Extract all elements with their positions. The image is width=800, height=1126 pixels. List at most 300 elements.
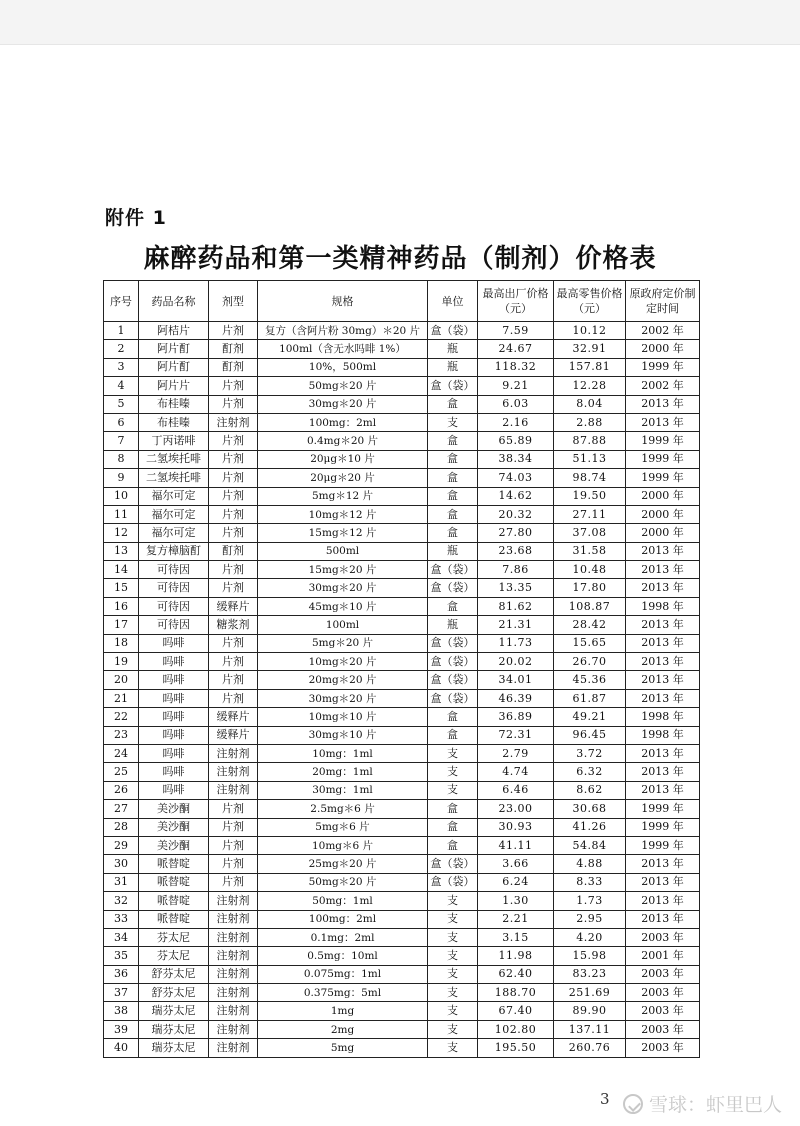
cell-dosage-form: 片剂: [209, 450, 258, 468]
cell-drug-name: 瑞芬太尼: [139, 1002, 209, 1020]
cell-dosage-form: 糖浆剂: [209, 616, 258, 634]
cell-drug-name: 吗啡: [139, 634, 209, 652]
cell-drug-name: 芬太尼: [139, 947, 209, 965]
cell-specification: 20μg＊20 片: [258, 469, 428, 487]
cell-specification: 30mg＊20 片: [258, 689, 428, 707]
cell-unit: 瓶: [428, 616, 478, 634]
cell-specification: 10mg＊20 片: [258, 653, 428, 671]
table-row: [104, 1002, 700, 1020]
cell-specification: 10mg：1ml: [258, 744, 428, 762]
cell-drug-name: 吗啡: [139, 689, 209, 707]
cell-unit: 支: [428, 744, 478, 762]
cell-drug-name: 吗啡: [139, 744, 209, 762]
cell-original-pricing-date: 2013 年: [626, 671, 700, 689]
cell-original-pricing-date: 2013 年: [626, 910, 700, 928]
cell-drug-name: 可待因: [139, 597, 209, 615]
table-header-row: [104, 281, 700, 322]
cell-unit: 盒: [428, 708, 478, 726]
cell-drug-name: 芬太尼: [139, 928, 209, 946]
cell-original-pricing-date: 1999 年: [626, 450, 700, 468]
table-row: [104, 947, 700, 965]
snowball-logo-icon: [623, 1094, 643, 1114]
table-row: [104, 542, 700, 560]
cell-original-pricing-date: 2013 年: [626, 616, 700, 634]
cell-max-retail-price: 28.42: [554, 616, 626, 634]
table-row: [104, 689, 700, 707]
table-row: [104, 340, 700, 358]
cell-index: 15: [104, 579, 139, 597]
cell-dosage-form: 片剂: [209, 487, 258, 505]
cell-index: 26: [104, 781, 139, 799]
cell-max-retail-price: 54.84: [554, 836, 626, 854]
cell-specification: 30mg＊20 片: [258, 579, 428, 597]
cell-index: 29: [104, 836, 139, 854]
cell-drug-name: 福尔可定: [139, 487, 209, 505]
cell-drug-name: 舒芬太尼: [139, 984, 209, 1002]
cell-index: 38: [104, 1002, 139, 1020]
cell-dosage-form: 注射剂: [209, 413, 258, 431]
cell-max-factory-price: 74.03: [478, 469, 554, 487]
cell-specification: 100ml（含无水吗啡 1%）: [258, 340, 428, 358]
cell-max-retail-price: 3.72: [554, 744, 626, 762]
cell-max-retail-price: 108.87: [554, 597, 626, 615]
cell-max-factory-price: 20.32: [478, 505, 554, 523]
cell-max-retail-price: 83.23: [554, 965, 626, 983]
attachment-label: 附件 1: [105, 207, 167, 229]
cell-unit: 盒（袋）: [428, 689, 478, 707]
cell-index: 22: [104, 708, 139, 726]
table-row: [104, 377, 700, 395]
cell-specification: 复方（含阿片粉 30mg）＊20 片: [258, 322, 428, 340]
cell-index: 34: [104, 928, 139, 946]
cell-original-pricing-date: 1998 年: [626, 708, 700, 726]
cell-max-retail-price: 6.32: [554, 763, 626, 781]
table-row: [104, 487, 700, 505]
cell-specification: 5mg＊20 片: [258, 634, 428, 652]
cell-dosage-form: 片剂: [209, 689, 258, 707]
cell-dosage-form: 片剂: [209, 653, 258, 671]
cell-drug-name: 瑞芬太尼: [139, 1020, 209, 1038]
cell-unit: 盒: [428, 487, 478, 505]
cell-original-pricing-date: 2013 年: [626, 855, 700, 873]
cell-index: 23: [104, 726, 139, 744]
cell-max-retail-price: 10.48: [554, 561, 626, 579]
cell-unit: 盒: [428, 726, 478, 744]
cell-max-retail-price: 15.65: [554, 634, 626, 652]
cell-specification: 10mg＊6 片: [258, 836, 428, 854]
cell-index: 40: [104, 1039, 139, 1057]
cell-max-retail-price: 98.74: [554, 469, 626, 487]
cell-max-retail-price: 51.13: [554, 450, 626, 468]
cell-max-factory-price: 3.15: [478, 928, 554, 946]
cell-max-retail-price: 27.11: [554, 505, 626, 523]
cell-unit: 支: [428, 892, 478, 910]
cell-index: 18: [104, 634, 139, 652]
table-row: [104, 505, 700, 523]
cell-drug-name: 二氢埃托啡: [139, 450, 209, 468]
cell-unit: 瓶: [428, 542, 478, 560]
cell-max-factory-price: 1.30: [478, 892, 554, 910]
cell-index: 19: [104, 653, 139, 671]
cell-index: 27: [104, 800, 139, 818]
cell-max-factory-price: 24.67: [478, 340, 554, 358]
cell-drug-name: 吗啡: [139, 671, 209, 689]
cell-drug-name: 哌替啶: [139, 855, 209, 873]
cell-index: 21: [104, 689, 139, 707]
cell-original-pricing-date: 2013 年: [626, 781, 700, 799]
cell-unit: 盒: [428, 597, 478, 615]
cell-drug-name: 吗啡: [139, 726, 209, 744]
cell-specification: 0.5mg：10ml: [258, 947, 428, 965]
cell-dosage-form: 片剂: [209, 561, 258, 579]
cell-specification: 20mg＊20 片: [258, 671, 428, 689]
cell-specification: 30mg＊20 片: [258, 395, 428, 413]
cell-specification: 10mg＊12 片: [258, 505, 428, 523]
cell-max-factory-price: 23.00: [478, 800, 554, 818]
cell-original-pricing-date: 2003 年: [626, 1020, 700, 1038]
cell-max-retail-price: 32.91: [554, 340, 626, 358]
cell-specification: 30mg＊10 片: [258, 726, 428, 744]
cell-original-pricing-date: 2002 年: [626, 322, 700, 340]
cell-dosage-form: 缓释片: [209, 708, 258, 726]
cell-dosage-form: 注射剂: [209, 947, 258, 965]
cell-max-retail-price: 4.88: [554, 855, 626, 873]
cell-original-pricing-date: 2003 年: [626, 1002, 700, 1020]
cell-original-pricing-date: 1999 年: [626, 800, 700, 818]
table-row: [104, 965, 700, 983]
watermark-text: 雪球：虾里巴人: [648, 1094, 782, 1116]
cell-max-retail-price: 2.88: [554, 413, 626, 431]
cell-drug-name: 阿片酊: [139, 358, 209, 376]
cell-index: 31: [104, 873, 139, 891]
cell-unit: 盒（袋）: [428, 653, 478, 671]
cell-max-factory-price: 67.40: [478, 1002, 554, 1020]
price-table: [103, 280, 700, 1058]
cell-max-retail-price: 137.11: [554, 1020, 626, 1038]
cell-max-retail-price: 87.88: [554, 432, 626, 450]
cell-unit: 盒（袋）: [428, 634, 478, 652]
col-header-unit: 单位: [428, 281, 478, 322]
cell-unit: 盒（袋）: [428, 561, 478, 579]
cell-index: 8: [104, 450, 139, 468]
cell-max-factory-price: 34.01: [478, 671, 554, 689]
cell-dosage-form: 片剂: [209, 377, 258, 395]
cell-unit: 支: [428, 928, 478, 946]
cell-max-factory-price: 2.79: [478, 744, 554, 762]
cell-drug-name: 瑞芬太尼: [139, 1039, 209, 1057]
table-row: [104, 726, 700, 744]
cell-specification: 100ml: [258, 616, 428, 634]
cell-drug-name: 吗啡: [139, 781, 209, 799]
cell-max-retail-price: 61.87: [554, 689, 626, 707]
cell-max-retail-price: 260.76: [554, 1039, 626, 1057]
table-row: [104, 836, 700, 854]
cell-specification: 2mg: [258, 1020, 428, 1038]
cell-original-pricing-date: 2001 年: [626, 947, 700, 965]
cell-dosage-form: 注射剂: [209, 892, 258, 910]
col-header-max-factory-price: 最高出厂价格（元）: [478, 281, 554, 322]
cell-original-pricing-date: 2003 年: [626, 1039, 700, 1057]
cell-original-pricing-date: 2013 年: [626, 892, 700, 910]
cell-max-factory-price: 7.59: [478, 322, 554, 340]
cell-dosage-form: 注射剂: [209, 781, 258, 799]
cell-unit: 盒（袋）: [428, 855, 478, 873]
cell-original-pricing-date: 2013 年: [626, 413, 700, 431]
cell-specification: 10mg＊10 片: [258, 708, 428, 726]
cell-index: 14: [104, 561, 139, 579]
cell-drug-name: 美沙酮: [139, 818, 209, 836]
cell-max-factory-price: 30.93: [478, 818, 554, 836]
cell-original-pricing-date: 2013 年: [626, 744, 700, 762]
table-row: [104, 671, 700, 689]
table-row: [104, 524, 700, 542]
cell-drug-name: 阿片酊: [139, 340, 209, 358]
cell-index: 32: [104, 892, 139, 910]
cell-index: 2: [104, 340, 139, 358]
table-row: [104, 1020, 700, 1038]
page-number: 3: [600, 1090, 610, 1108]
cell-specification: 1mg: [258, 1002, 428, 1020]
cell-dosage-form: 缓释片: [209, 597, 258, 615]
cell-specification: 0.4mg＊20 片: [258, 432, 428, 450]
cell-max-retail-price: 31.58: [554, 542, 626, 560]
cell-max-factory-price: 195.50: [478, 1039, 554, 1057]
cell-original-pricing-date: 2013 年: [626, 561, 700, 579]
cell-index: 33: [104, 910, 139, 928]
cell-original-pricing-date: 2000 年: [626, 505, 700, 523]
cell-original-pricing-date: 2013 年: [626, 634, 700, 652]
cell-drug-name: 哌替啶: [139, 873, 209, 891]
table-row: [104, 928, 700, 946]
cell-index: 37: [104, 984, 139, 1002]
cell-original-pricing-date: 2003 年: [626, 984, 700, 1002]
cell-index: 25: [104, 763, 139, 781]
cell-unit: 盒（袋）: [428, 322, 478, 340]
cell-dosage-form: 片剂: [209, 395, 258, 413]
cell-max-retail-price: 96.45: [554, 726, 626, 744]
cell-unit: 盒（袋）: [428, 377, 478, 395]
cell-dosage-form: 片剂: [209, 800, 258, 818]
cell-index: 10: [104, 487, 139, 505]
cell-specification: 500ml: [258, 542, 428, 560]
table-row: [104, 653, 700, 671]
cell-max-factory-price: 11.73: [478, 634, 554, 652]
cell-max-factory-price: 2.21: [478, 910, 554, 928]
cell-index: 17: [104, 616, 139, 634]
cell-max-factory-price: 21.31: [478, 616, 554, 634]
cell-drug-name: 舒芬太尼: [139, 965, 209, 983]
cell-original-pricing-date: 2003 年: [626, 965, 700, 983]
cell-index: 12: [104, 524, 139, 542]
cell-unit: 盒: [428, 469, 478, 487]
cell-original-pricing-date: 2002 年: [626, 377, 700, 395]
cell-max-factory-price: 20.02: [478, 653, 554, 671]
col-header-index: 序号: [104, 281, 139, 322]
cell-unit: 支: [428, 1039, 478, 1057]
cell-specification: 100mg：2ml: [258, 413, 428, 431]
cell-drug-name: 哌替啶: [139, 910, 209, 928]
cell-dosage-form: 注射剂: [209, 928, 258, 946]
cell-dosage-form: 注射剂: [209, 1002, 258, 1020]
cell-drug-name: 美沙酮: [139, 800, 209, 818]
table-row: [104, 634, 700, 652]
cell-index: 4: [104, 377, 139, 395]
cell-max-factory-price: 3.66: [478, 855, 554, 873]
page-title: 麻醉药品和第一类精神药品（制剂）价格表: [143, 244, 657, 274]
table-row: [104, 597, 700, 615]
cell-unit: 支: [428, 763, 478, 781]
cell-max-retail-price: 37.08: [554, 524, 626, 542]
cell-dosage-form: 片剂: [209, 836, 258, 854]
cell-max-retail-price: 8.33: [554, 873, 626, 891]
cell-unit: 盒: [428, 818, 478, 836]
cell-max-retail-price: 15.98: [554, 947, 626, 965]
table-row: [104, 818, 700, 836]
cell-index: 24: [104, 744, 139, 762]
table-row: [104, 910, 700, 928]
cell-unit: 支: [428, 1002, 478, 1020]
cell-original-pricing-date: 2013 年: [626, 763, 700, 781]
cell-dosage-form: 注射剂: [209, 965, 258, 983]
cell-original-pricing-date: 2013 年: [626, 653, 700, 671]
col-header-original-pricing-date: 原政府定价制定时间: [626, 281, 700, 322]
cell-unit: 瓶: [428, 340, 478, 358]
table-row: [104, 395, 700, 413]
cell-specification: 0.075mg：1ml: [258, 965, 428, 983]
cell-dosage-form: 片剂: [209, 322, 258, 340]
cell-original-pricing-date: 1999 年: [626, 818, 700, 836]
cell-max-factory-price: 7.86: [478, 561, 554, 579]
cell-unit: 支: [428, 413, 478, 431]
cell-max-retail-price: 19.50: [554, 487, 626, 505]
table-row: [104, 744, 700, 762]
table-row: [104, 708, 700, 726]
cell-unit: 支: [428, 947, 478, 965]
cell-index: 3: [104, 358, 139, 376]
cell-max-factory-price: 62.40: [478, 965, 554, 983]
cell-original-pricing-date: 2013 年: [626, 579, 700, 597]
cell-original-pricing-date: 2013 年: [626, 689, 700, 707]
col-header-dosage-form: 剂型: [209, 281, 258, 322]
cell-specification: 50mg＊20 片: [258, 873, 428, 891]
cell-dosage-form: 注射剂: [209, 1020, 258, 1038]
cell-index: 16: [104, 597, 139, 615]
cell-max-factory-price: 6.24: [478, 873, 554, 891]
cell-index: 36: [104, 965, 139, 983]
cell-max-factory-price: 23.68: [478, 542, 554, 560]
cell-max-factory-price: 102.80: [478, 1020, 554, 1038]
cell-unit: 盒: [428, 800, 478, 818]
cell-unit: 盒: [428, 450, 478, 468]
col-header-max-retail-price: 最高零售价格（元）: [554, 281, 626, 322]
cell-specification: 0.1mg：2ml: [258, 928, 428, 946]
cell-drug-name: 布桂嗪: [139, 413, 209, 431]
cell-index: 9: [104, 469, 139, 487]
cell-drug-name: 复方樟脑酊: [139, 542, 209, 560]
table-row: [104, 763, 700, 781]
cell-specification: 5mg＊6 片: [258, 818, 428, 836]
table-row: [104, 561, 700, 579]
cell-unit: 盒: [428, 432, 478, 450]
cell-dosage-form: 酊剂: [209, 542, 258, 560]
cell-dosage-form: 片剂: [209, 671, 258, 689]
cell-max-retail-price: 8.62: [554, 781, 626, 799]
cell-specification: 30mg：1ml: [258, 781, 428, 799]
cell-dosage-form: 片剂: [209, 505, 258, 523]
cell-original-pricing-date: 2003 年: [626, 928, 700, 946]
cell-drug-name: 二氢埃托啡: [139, 469, 209, 487]
cell-max-retail-price: 89.90: [554, 1002, 626, 1020]
cell-max-factory-price: 41.11: [478, 836, 554, 854]
cell-max-factory-price: 6.03: [478, 395, 554, 413]
cell-max-factory-price: 65.89: [478, 432, 554, 450]
cell-original-pricing-date: 2013 年: [626, 395, 700, 413]
cell-max-factory-price: 13.35: [478, 579, 554, 597]
cell-max-factory-price: 2.16: [478, 413, 554, 431]
cell-unit: 盒（袋）: [428, 671, 478, 689]
cell-max-factory-price: 11.98: [478, 947, 554, 965]
cell-original-pricing-date: 2000 年: [626, 524, 700, 542]
table-row: [104, 432, 700, 450]
cell-dosage-form: 注射剂: [209, 1039, 258, 1057]
cell-max-retail-price: 2.95: [554, 910, 626, 928]
table-row: [104, 358, 700, 376]
cell-index: 30: [104, 855, 139, 873]
cell-dosage-form: 注射剂: [209, 910, 258, 928]
cell-specification: 100mg：2ml: [258, 910, 428, 928]
cell-max-retail-price: 26.70: [554, 653, 626, 671]
cell-dosage-form: 注射剂: [209, 763, 258, 781]
table-row: [104, 800, 700, 818]
cell-index: 7: [104, 432, 139, 450]
cell-specification: 20mg：1ml: [258, 763, 428, 781]
watermark: [623, 1090, 782, 1117]
col-header-drug-name: 药品名称: [139, 281, 209, 322]
cell-specification: 5mg＊12 片: [258, 487, 428, 505]
cell-index: 5: [104, 395, 139, 413]
cell-original-pricing-date: 2013 年: [626, 873, 700, 891]
cell-drug-name: 可待因: [139, 616, 209, 634]
cell-drug-name: 吗啡: [139, 708, 209, 726]
cell-unit: 瓶: [428, 358, 478, 376]
cell-dosage-form: 注射剂: [209, 984, 258, 1002]
cell-unit: 盒: [428, 505, 478, 523]
cell-unit: 盒（袋）: [428, 873, 478, 891]
cell-max-factory-price: 4.74: [478, 763, 554, 781]
col-header-specification: 规格: [258, 281, 428, 322]
cell-dosage-form: 片剂: [209, 634, 258, 652]
cell-max-factory-price: 188.70: [478, 984, 554, 1002]
table-row: [104, 1039, 700, 1057]
cell-drug-name: 可待因: [139, 579, 209, 597]
cell-drug-name: 可待因: [139, 561, 209, 579]
cell-original-pricing-date: 1998 年: [626, 726, 700, 744]
cell-specification: 20μg＊10 片: [258, 450, 428, 468]
cell-dosage-form: 片剂: [209, 855, 258, 873]
cell-dosage-form: 注射剂: [209, 744, 258, 762]
cell-unit: 支: [428, 965, 478, 983]
table-row: [104, 450, 700, 468]
cell-specification: 50mg：1ml: [258, 892, 428, 910]
cell-index: 6: [104, 413, 139, 431]
table-row: [104, 781, 700, 799]
cell-original-pricing-date: 1999 年: [626, 836, 700, 854]
cell-max-retail-price: 10.12: [554, 322, 626, 340]
cell-original-pricing-date: 1999 年: [626, 358, 700, 376]
table-row: [104, 322, 700, 340]
cell-unit: 支: [428, 781, 478, 799]
table-row: [104, 855, 700, 873]
